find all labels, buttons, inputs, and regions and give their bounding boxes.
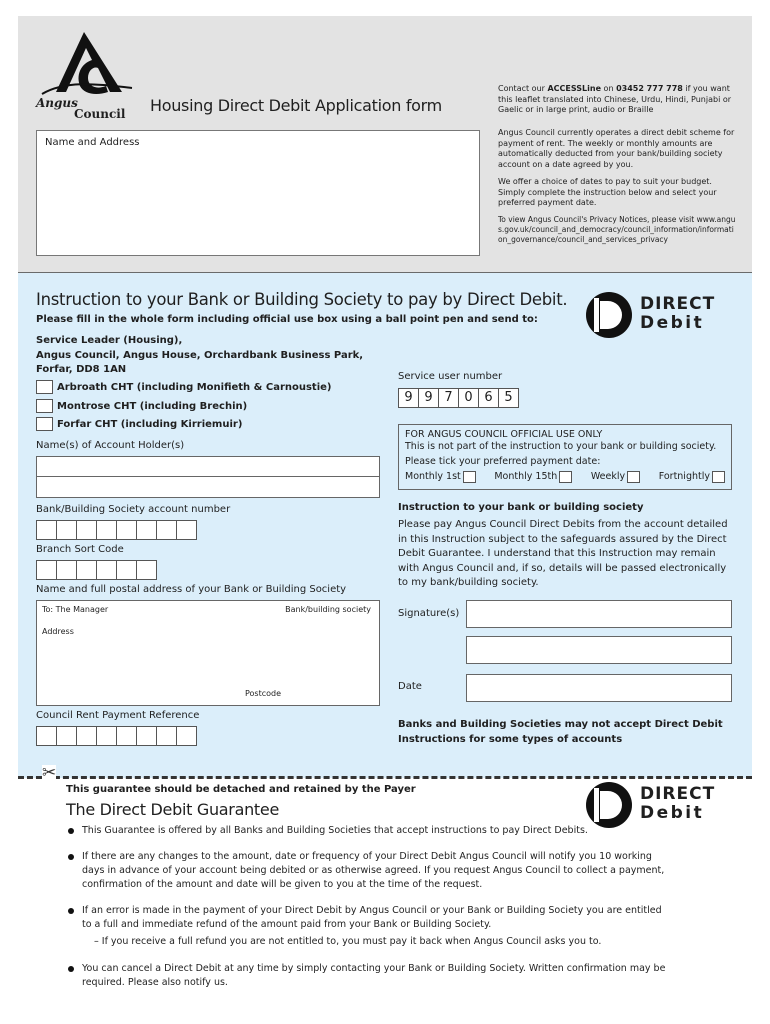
bullet-icon (68, 828, 74, 834)
angus-council-logo (36, 30, 136, 120)
privacy-info: To view Angus Council's Privacy Notices, please visit www.angus.gov.uk/council_and_democracy/council_information/information_governance/council_and_services_privacy (498, 215, 736, 244)
account-number-label: Bank/Building Society account number (36, 504, 231, 515)
name-address-field[interactable] (36, 130, 480, 256)
send-to-address: Service Leader (Housing), Angus Council, Angus House, Orchardbank Business Park, Forfar, DD8 1AN (36, 335, 364, 375)
name-address-label: Name and Address (45, 137, 140, 148)
bullet-icon (68, 966, 74, 972)
dates-info: We offer a choice of dates to pay to suit your budget. Simply complete the instruction below and select your preferred payment date. (498, 177, 717, 207)
monthly-15th-checkbox[interactable] (559, 471, 572, 483)
guarantee-title: The Direct Debit Guarantee (66, 800, 279, 819)
form-title: Housing Direct Debit Application form (150, 96, 442, 115)
option-monthly-1st[interactable]: Monthly 1st (405, 471, 476, 483)
account-holders-label: Name(s) of Account Holder(s) (36, 440, 185, 451)
service-user-label: Service user number (398, 371, 503, 382)
instruction-title: Instruction to your Bank or Building Society to pay by Direct Debit. (36, 290, 568, 309)
guarantee-point-3-sub: – If you receive a full refund you are not entitled to, you must pay it back when Angus Council asks you to. (94, 936, 602, 947)
rent-reference-label: Council Rent Payment Reference (36, 710, 200, 721)
bank-instruction-text: Please pay Angus Council Direct Debits from the account detailed in this Instruction subject to the safeguards assured by the Direct Debit Guarantee. I understand that this Instruction may remain with Angus Council and, if so, details will be passed electronically to my bank/building society. (398, 519, 728, 588)
detach-line (18, 776, 752, 779)
sort-code-boxes[interactable] (36, 560, 156, 580)
contact-text: Contact our ACCESSLine on 03452 777 778 if you want this leaflet translated into Chinese, Urdu, Hindi, Punjabi or Gaelic or in large print, audio or Braille (498, 84, 732, 114)
weekly-checkbox[interactable] (627, 471, 640, 483)
bank-address-field[interactable]: To: The Manager Bank/building society Address Postcode (36, 600, 380, 706)
account-holder-field-2[interactable] (36, 476, 380, 498)
fortnightly-checkbox[interactable] (712, 471, 725, 483)
date-field[interactable] (466, 674, 732, 702)
instruction-subtitle: Please fill in the whole form including official use box using a ball point pen and send to: (36, 314, 538, 325)
signature-field-1[interactable] (466, 600, 732, 628)
official-note: This is not part of the instruction to your bank or building society. (405, 441, 717, 452)
signature-label: Signature(s) (398, 608, 460, 619)
direct-debit-logo-guarantee: DIRECT Debit (586, 782, 736, 828)
logo-angus-text: Angus (36, 96, 78, 110)
logo-mark-icon (36, 30, 136, 100)
account-number-boxes[interactable] (36, 520, 196, 540)
direct-debit-icon (586, 782, 632, 828)
office-option-forfar[interactable]: Forfar CHT (including Kirriemuir) (36, 417, 242, 431)
date-label: Date (398, 681, 422, 692)
logo-council-text: Council (74, 107, 126, 121)
montrose-checkbox[interactable] (36, 399, 53, 413)
signature-field-2[interactable] (466, 636, 732, 664)
guarantee-point-3: If an error is made in the payment of your Direct Debit by Angus Council or your Bank or Building Society you are entitled to a full and immediate refund of the amount paid from your Bank or Building Society. (66, 904, 666, 932)
option-weekly[interactable]: Weekly (591, 471, 640, 483)
option-monthly-15th[interactable]: Monthly 15th (494, 471, 572, 483)
option-fortnightly[interactable]: Fortnightly (659, 471, 725, 483)
scheme-info: Angus Council currently operates a direct debit scheme for payment of rent. The weekly or monthly amounts are automatically deducted from your bank/building society account on a date agreed by you. (498, 128, 735, 169)
office-option-arbroath[interactable]: Arbroath CHT (including Monifieth & Carnoustie) (36, 380, 332, 394)
guarantee-point-4: You can cancel a Direct Debit at any time by simply contacting your Bank or Building Society. Written confirmation may be required. Please also notify us. (66, 962, 666, 990)
rent-reference-boxes[interactable] (36, 726, 196, 746)
arbroath-checkbox[interactable] (36, 380, 53, 394)
guarantee-point-1: This Guarantee is offered by all Banks and Building Societies that accept instructions to pay Direct Debits. (66, 824, 686, 838)
scissors-icon: ✂ (42, 763, 57, 783)
form-page (18, 16, 752, 1008)
bullet-icon (68, 908, 74, 914)
direct-debit-icon (586, 292, 632, 338)
detach-note: This guarantee should be detached and retained by the Payer (66, 784, 416, 795)
forfar-checkbox[interactable] (36, 417, 53, 431)
account-holder-field-1[interactable] (36, 456, 380, 478)
official-use-box (398, 424, 732, 490)
account-type-warning: Banks and Building Societies may not accept Direct Debit Instructions for some types of accounts (398, 719, 723, 745)
bank-instruction-title: Instruction to your bank or building society (398, 502, 644, 513)
guarantee-point-2: If there are any changes to the amount, date or frequency of your Direct Debit Angus Council will notify you 10 working days in advance of your account being debited or as otherwise agreed. If you request Angus Council to collect a payment, confirmation of the amount and date will be given to you at the time of the request. (66, 850, 666, 892)
direct-debit-logo: DIRECT Debit (586, 292, 736, 338)
service-user-number: 9 9 7 0 6 5 (398, 388, 518, 408)
sort-code-label: Branch Sort Code (36, 544, 124, 555)
official-tick-prompt: Please tick your preferred payment date: (405, 456, 601, 467)
official-heading: FOR ANGUS COUNCIL OFFICIAL USE ONLY (405, 429, 603, 440)
bullet-icon (68, 854, 74, 860)
monthly-1st-checkbox[interactable] (463, 471, 476, 483)
office-option-montrose[interactable]: Montrose CHT (including Brechin) (36, 399, 247, 413)
bank-address-label: Name and full postal address of your Bank or Building Society (36, 584, 347, 595)
